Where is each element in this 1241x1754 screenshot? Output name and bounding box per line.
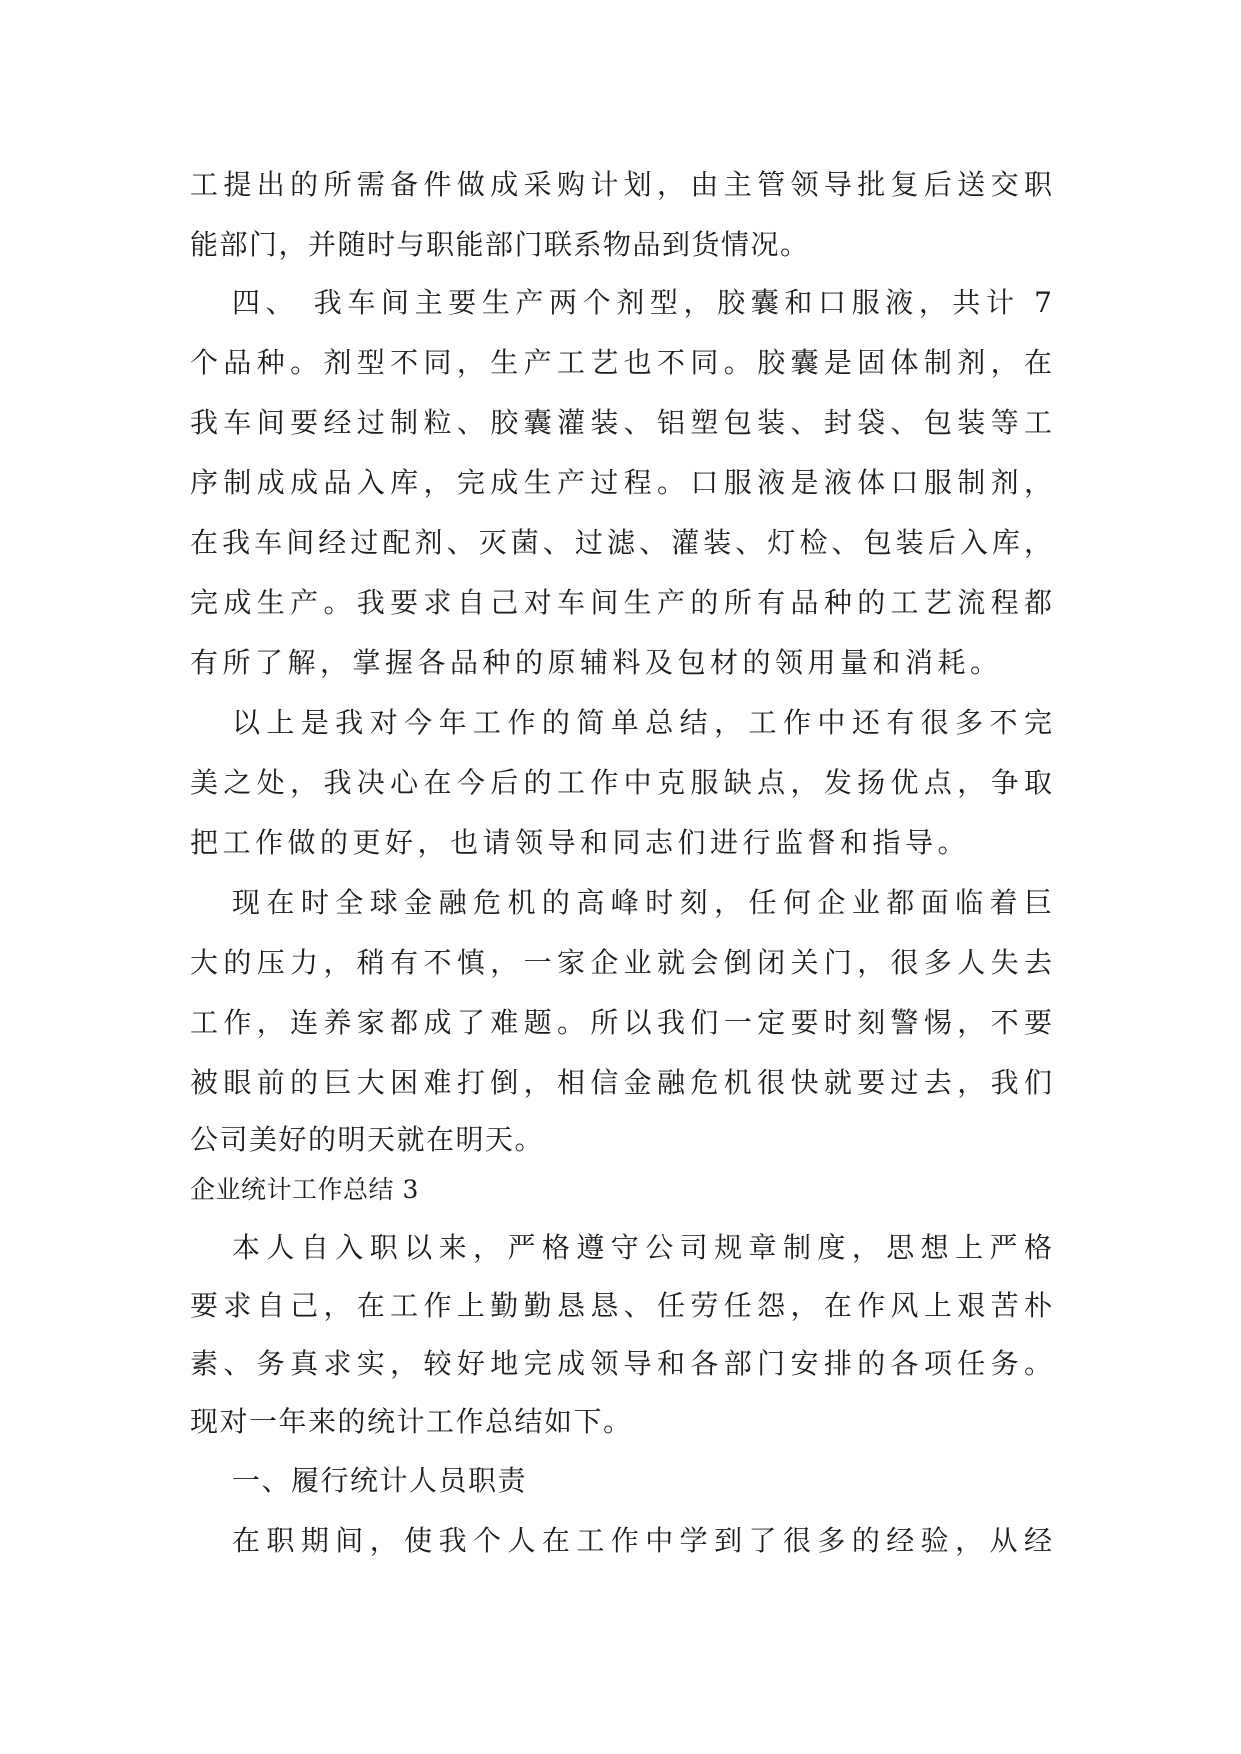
text-line: 能部门，并随时与职能部门联系物品到货情况。 [190, 228, 810, 261]
text-line: 美之处，我决心在今后的工作中克服缺点，发扬优点，争取 [190, 766, 1052, 799]
text-line: 素、务真求实，较好地完成领导和各部门安排的各项任务。 [190, 1347, 1052, 1380]
text-line: 在职期间，使我个人在工作中学到了很多的经验，从经 [232, 1524, 1052, 1557]
subsection-heading: 一、履行统计人员职责 [232, 1464, 528, 1497]
text-line: 完成生产。我要求自己对车间生产的所有品种的工艺流程都 [190, 586, 1052, 619]
text-line: 现在时全球金融危机的高峰时刻，任何企业都面临着巨 [232, 886, 1052, 919]
text-line: 序制成成品入库，完成生产过程。口服液是液体口服制剂， [190, 466, 1052, 499]
text-line: 工提出的所需备件做成采购计划，由主管领导批复后送交职 [190, 168, 1052, 201]
text-line: 四、 我车间主要生产两个剂型，胶囊和口服液，共计 7 [232, 286, 1052, 319]
text-line: 个品种。剂型不同，生产工艺也不同。胶囊是固体制剂，在 [190, 346, 1052, 379]
text-line: 有所了解，掌握各品种的原辅料及包材的领用量和消耗。 [190, 646, 1003, 679]
text-line: 工作，连养家都成了难题。所以我们一定要时刻警惕，不要 [190, 1006, 1052, 1039]
section-heading: 企业统计工作总结 3 [190, 1175, 419, 1204]
text-line: 现对一年来的统计工作总结如下。 [190, 1405, 633, 1438]
text-line: 把工作做的更好，也请领导和同志们进行监督和指导。 [190, 826, 971, 859]
text-line: 大的压力，稍有不慎，一家企业就会倒闭关门，很多人失去 [190, 946, 1052, 979]
text-line: 要求自己，在工作上勤勤恳恳、任劳任怨，在作风上艰苦朴 [190, 1289, 1052, 1322]
text-line: 以上是我对今年工作的简单总结，工作中还有很多不完 [232, 706, 1052, 739]
text-line: 公司美好的明天就在明天。 [190, 1123, 545, 1156]
text-line: 本人自入职以来，严格遵守公司规章制度，思想上严格 [232, 1231, 1052, 1264]
text-line: 我车间要经过制粒、胶囊灌装、铝塑包装、封袋、包装等工 [190, 406, 1052, 439]
text-line: 被眼前的巨大困难打倒，相信金融危机很快就要过去，我们 [190, 1066, 1052, 1099]
text-line: 在我车间经过配剂、灭菌、过滤、灌装、灯检、包装后入库， [190, 526, 1052, 559]
